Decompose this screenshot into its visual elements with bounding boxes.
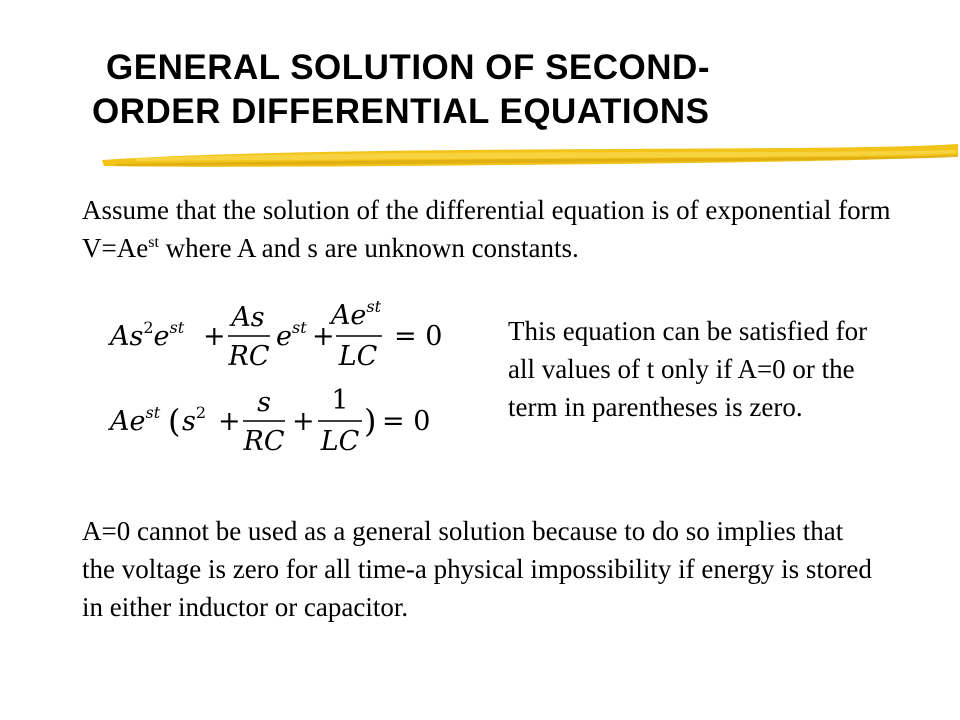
eq1-equals-zero: = 0 — [394, 321, 443, 352]
intro-text-end: where A and s are unknown constants. — [158, 233, 579, 263]
slide-title — [0, 46, 960, 134]
eq2-frac1-numerator: s — [257, 387, 271, 418]
title-line-2: ORDER DIFFERENTIAL EQUATIONS — [92, 92, 710, 131]
eq2-frac2-numerator: 1 — [331, 385, 349, 416]
equations-block — [100, 290, 470, 470]
title-line-1: GENERAL SOLUTION OF SECOND- — [106, 48, 710, 87]
eq1-frac2-denominator: LC — [338, 341, 378, 372]
equation-2 — [107, 385, 430, 457]
intro-text-start: Assume that the solution of the differential equation is of exponential form V=Ae — [82, 195, 891, 263]
eq2-equals-zero: = 0 — [382, 406, 431, 437]
eq2-open-paren: ( — [168, 402, 181, 440]
side-note: This equation can be satisfied for all values of t only if A=0 or the term in parentheses is zero. — [508, 316, 868, 422]
eq2-lead-term: $Ae^{st}$ — [110, 403, 161, 437]
intro-paragraph — [82, 191, 932, 267]
eq1-term2: $e^{st}$ — [276, 318, 307, 352]
eq1-frac1-numerator: As — [231, 302, 265, 333]
eq2-plus-2: + — [292, 406, 315, 437]
title-underline-brushstroke — [96, 138, 960, 178]
eq1-frac1-denominator: RC — [228, 341, 270, 372]
eq1-plus-1: + — [203, 321, 226, 352]
intro-exponent: st — [148, 234, 159, 251]
eq2-s-squared: $s^2$ — [182, 403, 207, 437]
eq2-frac1-denominator: RC — [243, 426, 285, 457]
eq1-term1: $As^2e^{st}$ — [110, 318, 185, 352]
eq2-close-paren: ) — [364, 402, 377, 440]
eq2-plus-1: + — [218, 406, 241, 437]
eq2-frac2-denominator: LC — [320, 426, 360, 457]
eq1-plus-2: + — [312, 321, 335, 352]
conclusion-paragraph: A=0 cannot be used as a general solution because to do so implies that the voltage is zero for all time-a physical impossibility if energy is stored in either inductor or capacitor. — [82, 516, 872, 622]
equation-1 — [107, 297, 442, 372]
eq1-frac2-numerator: $Ae^{st}$ — [330, 297, 382, 331]
